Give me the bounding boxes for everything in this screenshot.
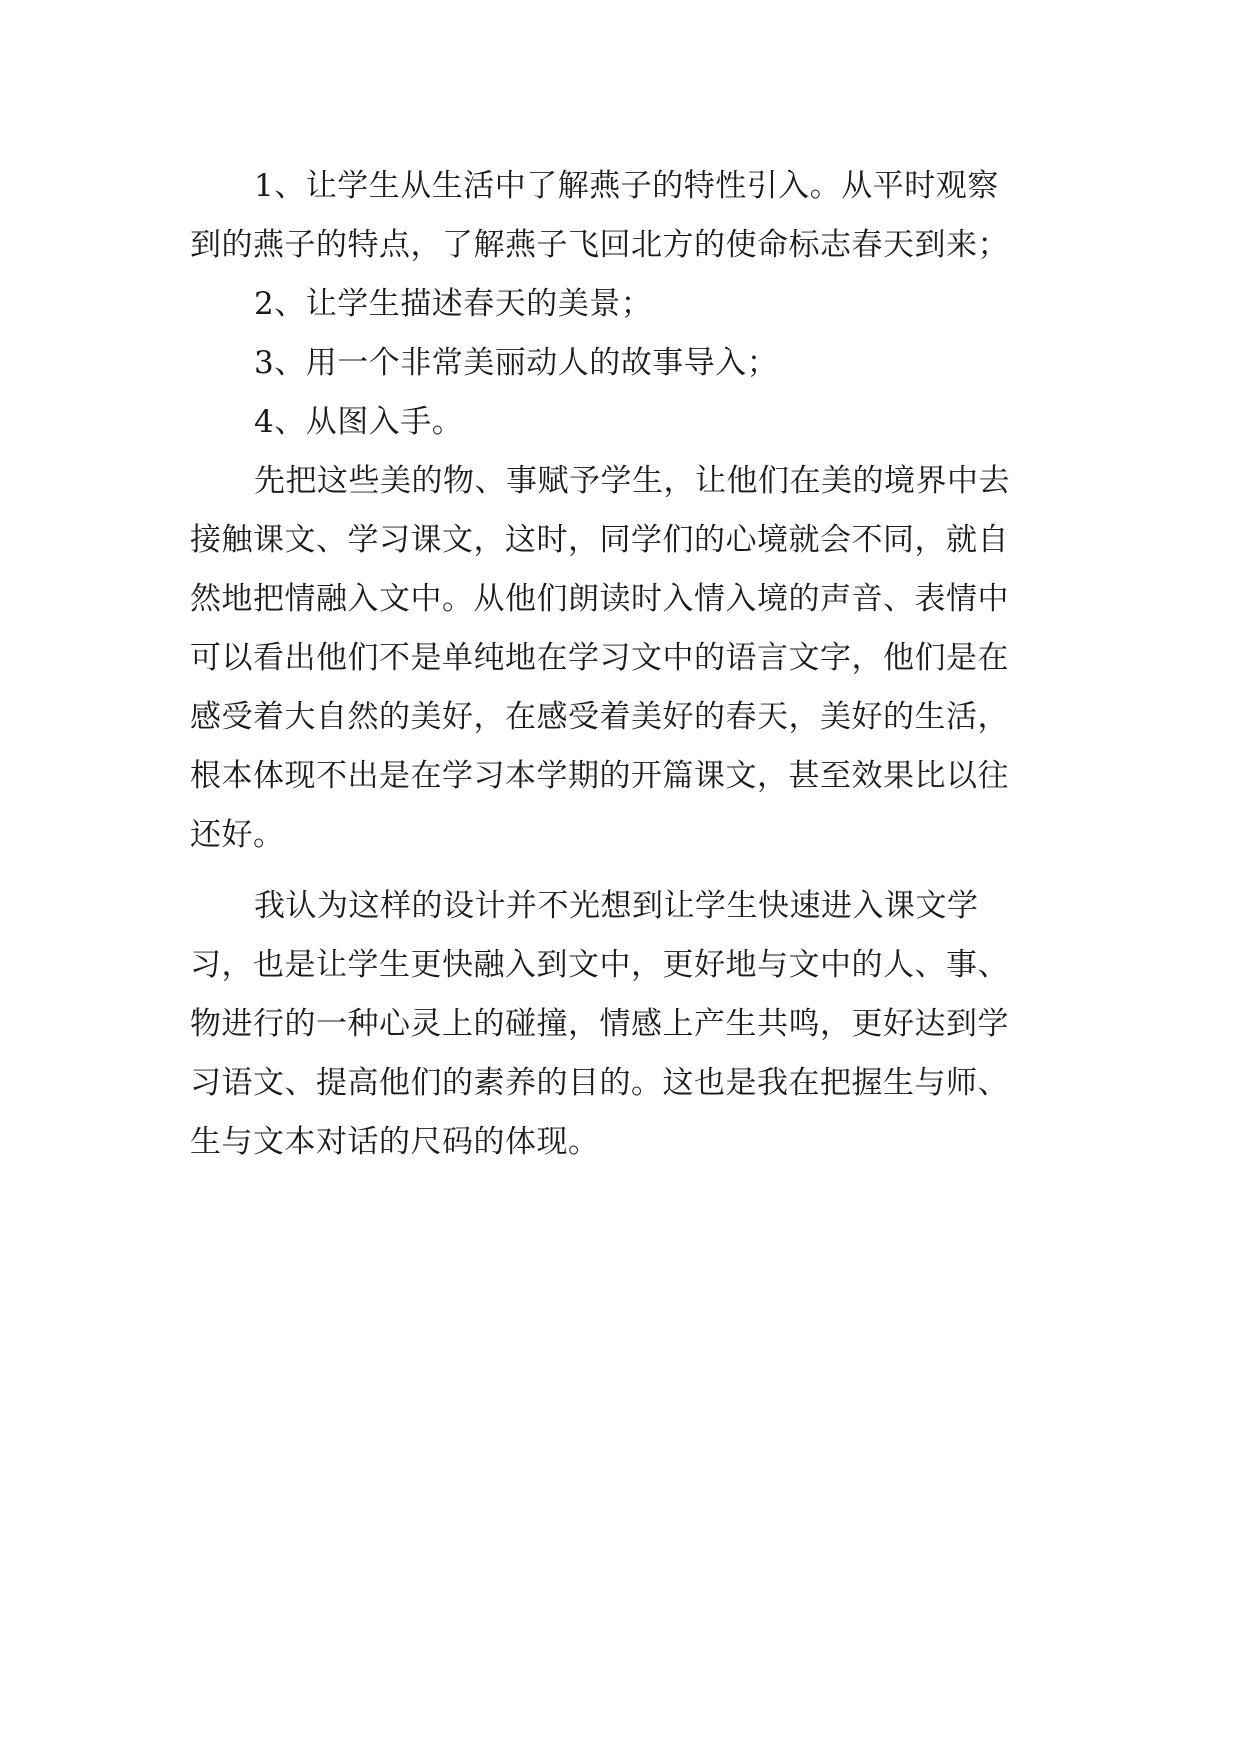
text-line: 接触课文、学习课文，这时，同学们的心境就会不同，就自 [190,522,1009,558]
list-item-1 [190,157,1080,275]
paragraph-1 [190,452,1080,865]
text-line: 还好。 [190,817,285,853]
document-body [190,157,1080,1172]
text-line: 物进行的一种心灵上的碰撞，情感上产生共鸣，更好达到学 [190,1006,1009,1042]
text-line: 到的燕子的特点，了解燕子飞回北方的使命标志春天到来； [190,227,1009,263]
list-item-4 [190,393,1080,452]
text-line: 习语文、提高他们的素养的目的。这也是我在把握生与师、 [190,1065,1009,1101]
paragraph-2 [190,877,1080,1172]
text-line: 感受着大自然的美好，在感受着美好的春天，美好的生活， [190,699,1009,735]
text-line: 3、用一个非常美丽动人的故事导入； [254,345,779,381]
text-line: 然地把情融入文中。从他们朗读时入情入境的声音、表情中 [190,581,1009,617]
text-line: 生与文本对话的尺码的体现。 [190,1124,600,1160]
text-line: 2、让学生描述春天的美景； [254,286,653,322]
list-item-3 [190,334,1080,393]
text-line: 根本体现不出是在学习本学期的开篇课文，甚至效果比以往 [190,758,1009,794]
text-line: 1、让学生从生活中了解燕子的特性引入。从平时观察 [254,168,999,204]
text-line: 可以看出他们不是单纯地在学习文中的语言文字，他们是在 [190,640,1009,676]
text-line: 习，也是让学生更快融入到文中，更好地与文中的人、事、 [190,947,1009,983]
text-line: 4、从图入手。 [254,404,464,440]
list-item-2 [190,275,1080,334]
text-line: 先把这些美的物、事赋予学生，让他们在美的境界中去 [254,463,1010,499]
text-line: 我认为这样的设计并不光想到让学生快速进入课文学 [254,888,979,924]
